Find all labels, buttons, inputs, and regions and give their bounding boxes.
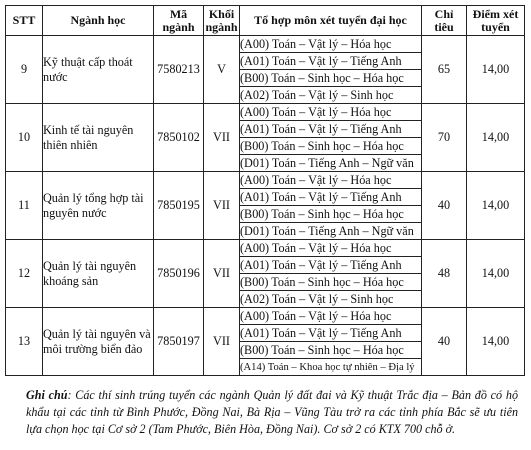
cell-major: Kinh tế tài nguyên thiên nhiên	[43, 104, 154, 172]
cell-quota: 40	[422, 172, 467, 240]
cell-combo: (D01) Toán – Tiếng Anh – Ngữ văn	[240, 223, 422, 240]
cell-combo: (B00) Toán – Sinh học – Hóa học	[240, 274, 422, 291]
cell-stt: 12	[6, 240, 43, 308]
cell-combo: (A01) Toán – Vật lý – Tiếng Anh	[240, 257, 422, 274]
table-row	[6, 240, 525, 257]
cell-score: 14,00	[467, 308, 525, 376]
cell-code: 7580213	[154, 36, 204, 104]
cell-combo: (A01) Toán – Vật lý – Tiếng Anh	[240, 189, 422, 206]
cell-stt: 13	[6, 308, 43, 376]
header-stt: STT	[6, 6, 43, 36]
cell-combo: (B00) Toán – Sinh học – Hóa học	[240, 206, 422, 223]
cell-score: 14,00	[467, 172, 525, 240]
cell-quota: 70	[422, 104, 467, 172]
header-row	[6, 6, 525, 36]
cell-score: 14,00	[467, 240, 525, 308]
footnote-text: : Các thí sinh trúng tuyển các ngành Quản lý đất đai và Kỹ thuật Trắc địa – Bản đồ có hộ khẩu tại các tỉnh từ Bình Phước, Đồng Nai, Bà Rịa – Vũng Tàu trở ra các tỉnh phía Bắc sẽ ưu tiên lựa chọn học tại Cơ sở 2 (Tam Phước, Biên Hòa, Đồng Nai). Cơ sở 2 có KTX 700 chỗ ở.	[26, 388, 518, 437]
cell-combo: (B00) Toán – Sinh học – Hóa học	[240, 70, 422, 87]
header-block-line1: Khối	[208, 6, 235, 21]
cell-quota: 48	[422, 240, 467, 308]
header-block	[204, 6, 240, 36]
footnote-label: Ghi chú	[26, 388, 68, 403]
cell-code: 7850197	[154, 308, 204, 376]
cell-quota: 65	[422, 36, 467, 104]
cell-combo: (A00) Toán – Vật lý – Hóa học	[240, 240, 422, 257]
header-block-line2: ngành	[205, 19, 238, 34]
table-row	[6, 36, 525, 53]
header-quota-line2: tiêu	[434, 19, 454, 34]
cell-combo: (A00) Toán – Vật lý – Hóa học	[240, 172, 422, 189]
cell-combo: (A14) Toán – Khoa học tự nhiên – Địa lý	[240, 359, 422, 376]
cell-major: Quản lý tài nguyên và môi trường biển đảo	[43, 308, 154, 376]
cell-block: VII	[204, 240, 240, 308]
cell-major: Quản lý tài nguyên khoáng sản	[43, 240, 154, 308]
header-quota-line1: Chỉ	[434, 6, 454, 21]
header-code-line1: Mã	[169, 6, 188, 21]
cell-score: 14,00	[467, 104, 525, 172]
header-score-line2: tuyển	[481, 19, 510, 34]
table-row	[6, 172, 525, 189]
cell-stt: 10	[6, 104, 43, 172]
cell-combo: (B00) Toán – Sinh học – Hóa học	[240, 342, 422, 359]
cell-block: VII	[204, 104, 240, 172]
table-row	[6, 308, 525, 325]
header-score	[467, 6, 525, 36]
footnote	[26, 387, 518, 438]
cell-code: 7850195	[154, 172, 204, 240]
cell-combo: (A01) Toán – Vật lý – Tiếng Anh	[240, 325, 422, 342]
cell-major: Quản lý tổng hợp tài nguyên nước	[43, 172, 154, 240]
cell-combo: (A01) Toán – Vật lý – Tiếng Anh	[240, 121, 422, 138]
cell-combo: (B00) Toán – Sinh học – Hóa học	[240, 138, 422, 155]
header-code	[154, 6, 204, 36]
cell-block: VII	[204, 308, 240, 376]
cell-combo: (D01) Toán – Tiếng Anh – Ngữ văn	[240, 155, 422, 172]
cell-combo: (A01) Toán – Vật lý – Tiếng Anh	[240, 53, 422, 70]
cell-combo: (A02) Toán – Vật lý – Sinh học	[240, 87, 422, 104]
header-quota	[422, 6, 467, 36]
header-code-line2: ngành	[162, 19, 195, 34]
admissions-table	[5, 5, 525, 376]
cell-combo: (A00) Toán – Vật lý – Hóa học	[240, 104, 422, 121]
cell-stt: 9	[6, 36, 43, 104]
cell-quota: 40	[422, 308, 467, 376]
cell-score: 14,00	[467, 36, 525, 104]
cell-combo: (A00) Toán – Vật lý – Hóa học	[240, 308, 422, 325]
table-row	[6, 104, 525, 121]
header-combo: Tổ hợp môn xét tuyển đại học	[240, 6, 422, 36]
cell-major: Kỹ thuật cấp thoát nước	[43, 36, 154, 104]
header-score-line1: Điểm xét	[472, 6, 519, 21]
cell-code: 7850196	[154, 240, 204, 308]
cell-block: VII	[204, 172, 240, 240]
cell-code: 7850102	[154, 104, 204, 172]
cell-combo: (A02) Toán – Vật lý – Sinh học	[240, 291, 422, 308]
cell-combo: (A00) Toán – Vật lý – Hóa học	[240, 36, 422, 53]
header-major: Ngành học	[43, 6, 154, 36]
cell-block: V	[204, 36, 240, 104]
cell-stt: 11	[6, 172, 43, 240]
